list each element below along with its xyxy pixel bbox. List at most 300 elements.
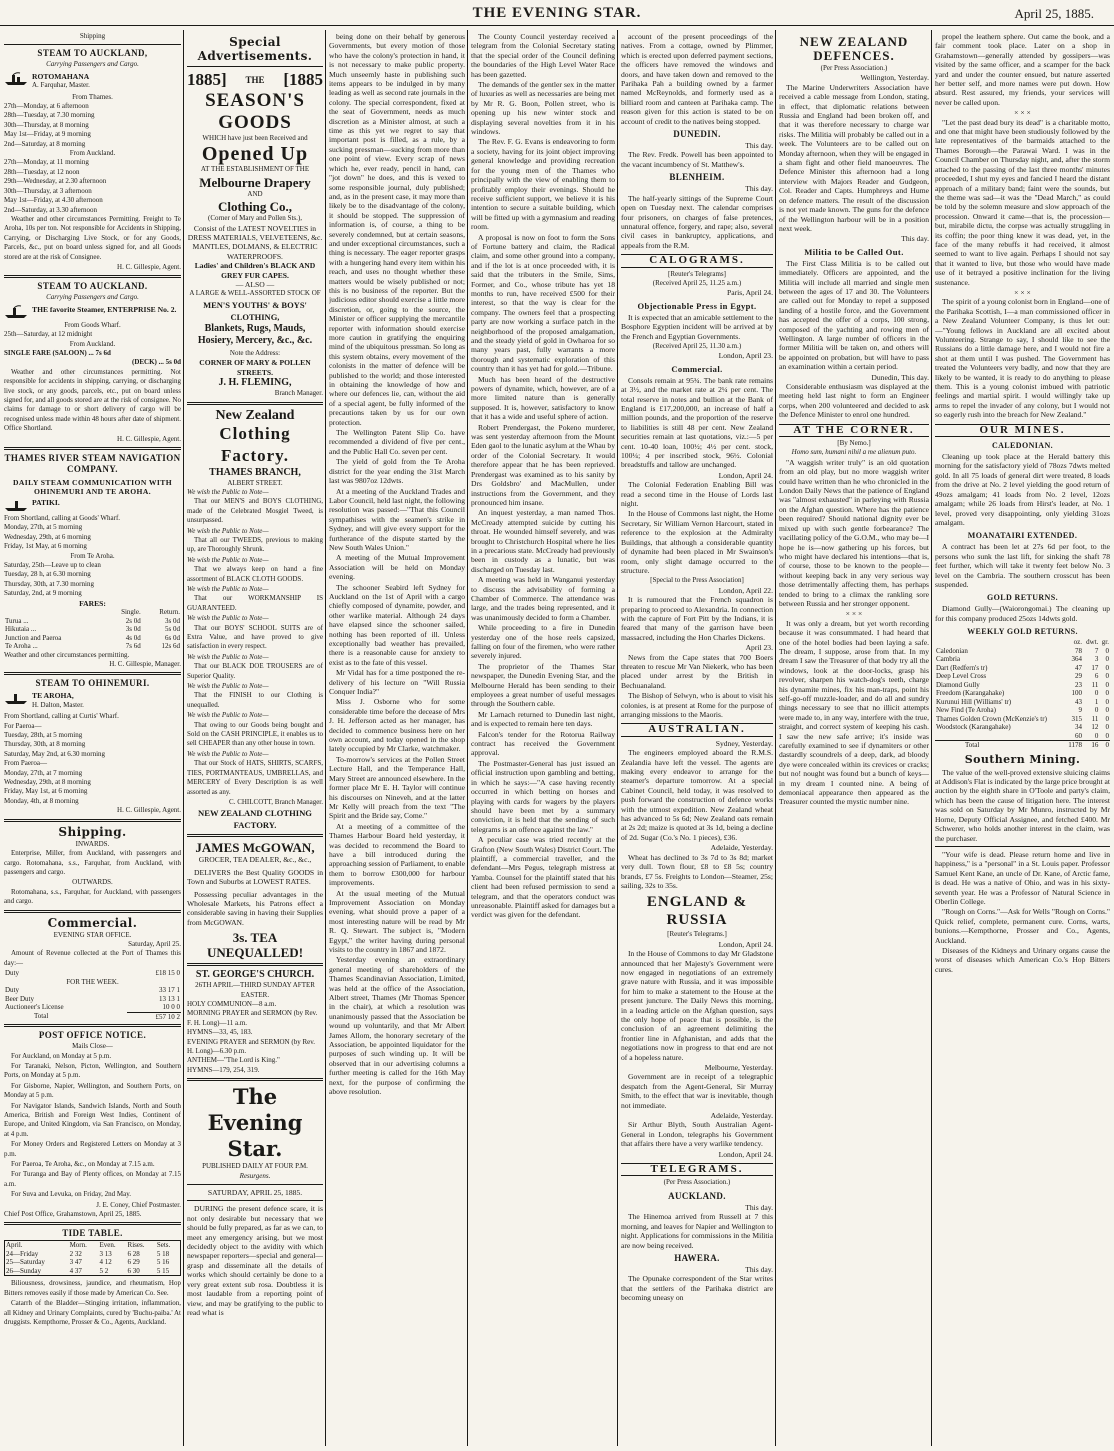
ad-line: AND [247, 189, 263, 198]
ship-name: ROTOMAHANA [32, 71, 90, 81]
ship-master: A. Farquhar, Master. [32, 81, 90, 90]
column-rule [467, 30, 468, 1446]
ad-note: Weather and other circumstances permitting. [4, 650, 130, 659]
tide-cell: 5 16 [156, 1258, 170, 1267]
fare-cell [4, 608, 104, 617]
byline: [By Nemo.] [837, 439, 871, 448]
gold-total: 1178 [1068, 741, 1082, 750]
steamship-icon [4, 691, 28, 705]
manager-name: C. CHILCOTT, Branch Manager. [229, 797, 323, 806]
ad-agent: H. C. Gillespie, Agent. [117, 434, 181, 443]
masthead [0, 0, 1114, 26]
ad-subtitle: Carrying Passengers and Cargo. [46, 60, 139, 69]
article-paragraph: The schooner Seabird left Sydney for Auckland on the 1st of April with a cargo chiefly composed of dynamite, powder, and other warlike material. Although 24 days have elapsed since the schooner sailed, nothing has been reported of ill. Unless exceptionally bad weather has prevailed, there is a reasonable cause for anxiety to exist as to the fate of this vessel. [329, 582, 465, 667]
schedule-line: 2nd—Saturday, at 3.30 afternoon [4, 205, 98, 214]
note-text: That we always keep on hand a fine assortment of BLACK CLOTH GOODS. [187, 565, 323, 583]
news-heading: Militia to be Called Out. [804, 246, 904, 257]
ad-agent: H. C. Gillespie, Agent. [117, 262, 181, 271]
fare-cell: 5s 0d [165, 625, 180, 634]
gold-cell: 11 [1091, 714, 1099, 723]
church-line: HYMNS—33, 45, 183. [187, 1028, 253, 1037]
gold-header: oz. [1073, 638, 1082, 647]
revenue-cell: Auctioneer's License [5, 1003, 64, 1012]
ad-line: WHICH have just been Received and [202, 134, 308, 142]
revenue-cell: 13 13 1 [159, 994, 180, 1003]
schedule-line: 28th—Tuesday, at 7.30 morning [4, 111, 95, 120]
section-heading: NEW ZEALAND DEFENCES. [799, 34, 909, 63]
schedule-line: May 1st—Friday, at 4.30 afternoon [4, 196, 103, 205]
note-label: We wish the Public to Note— [187, 652, 269, 661]
column-telegrams [621, 32, 773, 1444]
mine-name: CALEDONIAN. [991, 441, 1054, 451]
editorial-text: DURING the present defence scare, it is not only desirable but necessary that we should be fully prepared, as far as we can, to meet any emergency arising, but we most decidedly object to the avidity with which newspaper reporters—special and general—grasp and disseminate all the details of works which should certainly be done to a very great extent sub rosa. Doubtless it is most laudable from a reporting point of view, and may be gratifying to the public to read what is [187, 1204, 323, 1317]
schedule-line: Saturday, 25th—Leave up to clean [4, 561, 101, 570]
fare-cell: 3s 0d [165, 616, 180, 625]
schedule-line: From Paeroa— [4, 759, 47, 768]
year-left: 1885] [187, 70, 227, 89]
ad-agent: H. C. Gillespie, Manager. [109, 660, 181, 668]
schedule-line: Wednesday, 29th, at 8 morning [4, 778, 91, 787]
gold-header: gr. [1101, 638, 1109, 647]
article-paragraph: The Marine Underwriters Association have received a cable message from London, stating, in effect, that diplomatic relations between Russia and England had been broken off, and that it was therefore necessary to charge war risks. The Militia will probably be called out in a week. The Volunteers are to be called out on Monday afternoon, when they will be engaged in a sham fight and other field manoeuvres. The Defence Minister this afternoon had a long interview with Majors Reader and Gudgeon, Col. Reader and Capts. Humphreys and Hume on defence matters. The result of the discussion is not yet made known. The guns for the defence of the Wellington harbour will be in a position next week. [779, 82, 929, 233]
outwards-text: Rotomahana, s.s., Farquhar, for Auckland, with passengers and cargo. [4, 887, 181, 906]
schedule-line: Thursday, 30th, at 8 morning [4, 740, 86, 749]
church-line: MORNING PRAYER and SERMON (by Rev. F. H. Long)—11 a.m. [187, 1009, 318, 1027]
gold-header [935, 638, 1065, 647]
revenue-cell: Beer Duty [5, 994, 34, 1003]
article-paragraph: Robert Prendergast, the Pokeno murderer, was sent yesterday afternoon from the Mount Eden gaol to the lunatic asylum at the Whau by order of the Colonial Secretary. It would therefore appear that he has been reprieved. Prendergast was examined as to his sanity by Drs Goldsbro' and MacMullen, under instructions from the Government, and they pronounced him insane. [471, 422, 615, 507]
tide-cell: 3 47 [69, 1258, 82, 1267]
advert-text: Catarrh of the Bladder—Stinging irritation, inflammation, all Kidney and Urinary Complaints, cured by 'Buchu-paiba.' At druggists. Kempthorne, Prosser & Co., Agents, Auckland. [4, 1299, 181, 1327]
clothing-co: Clothing Co., [217, 199, 293, 215]
article-paragraph: Cleaning up took place at the Herald battery this morning for the satisfactory yield of 78ozs 7dwts melted gold. In all 75 loads of general dirt were treated, 8 loads from the drive at No. 2 level yielding the good return of 49ozs amalgam; 41 loads from No. 2 level, 12ozs amalgam; while 26 loads from Hirst's leader, at No. 1 level, proved very disappointing, only yielding 31ozs amalgam. [935, 452, 1110, 527]
article-paragraph: It was only a dream, but yet worth recording because it was consummated. I had heard that one of the hotel bodies had been laying a safe. The dream, I suppose, arose from that. In my dream I saw the Treasurer of that body try all the windows, look at the door-locks, grasp his revolver, sharpen his watch-dog's teeth, charge his dynamite mines, fix his man-traps, point his self-go-off muzzle-loader, and do all and sundry things necessary to see that no illicit attempts were made to, in any way, interfere with the true, straight, and correct system of keeping his cash. I saw the new safe arrive; it's inside was carefully examined to see if dynamiters or other dastardly scoundrels of a deep, dark, ad bloody dye were concealed within its crevices or cracks; but no! nought was found but a bunch of keys—in my dream I counted nine. A being of demoniacal appearance then appeared as the Treasurer counted the mystic number nine. [779, 618, 929, 807]
article-paragraph: A contract has been let at 27s 6d per foot, to the persons who sunk the last lift, for sinking the shaft 78 feet further, which will take it twenty feet below No. 3 level on the Cambria. The southern crosscut has been suspended. [935, 542, 1110, 589]
opened-up: Opened Up [201, 143, 309, 166]
gold-cell: New Find (Te Aroha) [936, 706, 996, 715]
received-line: (Received April 25, 11.30 a.m.) [652, 341, 742, 350]
manager-title: Branch Manager. [274, 389, 323, 398]
fare-cell: 4s 0d [125, 633, 141, 642]
ad-line: — ALSO — [235, 280, 275, 290]
ship-name: PATIKI. [32, 498, 60, 508]
schedule-line: Monday, 27th, at 7 morning [4, 768, 83, 777]
schedule-line: 27th—Monday, at 6 afternoon [4, 102, 89, 111]
schedule-line: 27th—Monday, at 11 morning [4, 158, 89, 167]
column-shipping [4, 32, 181, 1444]
inwards-text: Enterprise, Miller, from Auckland, with passengers and cargo. Rotomahana, s.s., Farquhar, from Auckland, with passengers and cargo. [4, 849, 181, 876]
revenue-intro: Amount of Revenue collected at the Port of Thames this day:— [4, 949, 181, 967]
source-line: [Special to the Press Association] [650, 576, 744, 585]
ad-subtitle: DAILY STEAM COMMUNICATION WITH OHINEMURI AND TE AROHA. [12, 478, 173, 497]
gold-cell: Cambria [936, 655, 961, 664]
nzcf-footer: NEW ZEALAND CLOTHING FACTORY. [198, 808, 312, 831]
article-paragraph: The half-yearly sittings of the Supreme Court open on Tuesday next. The calendar comprises four prisoners, on charges of false pretences, unnatural offence, forgery, and rape; also, several civil cases in bankruptcy, applications, and appeals from the R.M. [621, 193, 773, 250]
gold-cell: 0 [1105, 655, 1109, 664]
schedule-line: 30th—Thursday, at 8 morning [4, 120, 89, 129]
dateline: This day. [745, 141, 773, 151]
ship-name: THE favorite Steamer, ENTERPRISE No. 2. [32, 304, 177, 314]
grocer-name: JAMES McGOWAN, [195, 840, 315, 856]
shipping-label: Shipping [79, 32, 106, 40]
albert-street: ALBERT STREET. [227, 478, 283, 487]
schedule-line: Saturday, May 2nd, at 6.30 morning [4, 749, 106, 758]
article-paragraph: A meeting was held in Wanganui yesterday to discuss the advisability of forming a Chamber of Commerce. The attendance was large, and the trades being represented, and it was unanimously decided to form a Chamber. [471, 575, 615, 622]
revenue-cell: 33 17 1 [159, 986, 180, 995]
schedule-line: Tuesday, 28 h, at 6.30 morning [4, 570, 91, 579]
advert-text: Diseases of the Kidneys and Urinary organs cause the worst of diseases which American Co.'s Hop Bitters cures. [935, 945, 1110, 974]
gold-cell: 0 [1105, 680, 1109, 689]
ad-title: THAMES RIVER STEAM NAVIGATION COMPANY. [4, 453, 181, 475]
gold-total: 0 [1105, 741, 1109, 750]
inwards-label: INWARDS. [75, 839, 110, 848]
advert-text: "Rough on Corns."—Ask for Wells "Rough on Corns." Quick relief, complete, permanent cure. Corns, warts, bunions.—Kempthorne, Prosser and Co., Agents, Auckland. [935, 907, 1110, 945]
gold-cell: 43 [1075, 697, 1082, 706]
news-heading: Objectionable Press in Egypt. [637, 300, 757, 311]
article-paragraph: Considerable enthusiasm was displayed at the meeting held last night to form an Engineer corps, when 200 volunteered and decided to ask the Defence Minister to enrol one hundred. [779, 382, 929, 420]
editorial-date: SATURDAY, APRIL 25, 1885. [207, 1188, 303, 1198]
dateline: This day. [745, 1202, 773, 1212]
note-text: That all our TWEEDS, previous to making up, are Thoroughly Shrunk. [187, 535, 323, 554]
ad-title: STEAM TO AUCKLAND, [37, 48, 148, 59]
article-paragraph: account of the present proceedings of the natives. From a cottage, owned by Plimmer, which is erected upon deferred payment sections, the officers have removed the windows and doors, and have taken down and removed to the Parihaka Pah a building owned by a farmer named McReynolds, and formerly used as a billiard room and canteen at Parihaka camp. The reason given for this action is stated to be on account of credit to the natives being stopped. [621, 32, 773, 126]
article-paragraph: To-morrow's services at the Pollen Street Lecture Hall, and the Temperance Hall, Mary Street are announced elsewhere. In the former place Mr E. H. Taylor will continue his discourses on Nineveh, and at the latter Mr Kelly will preach from the text "The Spirit and the Bride say, Come." [329, 754, 465, 821]
grocer-trade: GROCER, TEA DEALER, &c., &c., [198, 855, 312, 865]
fare-cell: Single. [121, 608, 141, 617]
dateline: London, April 23. [718, 351, 773, 361]
section-heading: Shipping. [58, 824, 127, 839]
dateline: Adelaide, Yesterday. [710, 843, 773, 853]
editorial-masthead: The Evening Star. [207, 1084, 303, 1162]
article-paragraph: "Let the past dead bury its dead" is a charitable motto, and one that might have been studiously followed by the late representatives of the barmaids attached to the Thames Borough—the Parawai Ward. I was in the Council Chamber on Thursday night, and, after the storm attached to the passing of the last three months' minutes proceeded, I shut my eyes and fancied I heard the distant approach of a military band; faint were the sounds, but the theme was sad—it was the "Dead March," as could be told by the solemn measure and slow approach of the procession. Onward it came—that is, the procession—but, mirabile dictu, the corpse was actually struggling in its coffin; the poor thing knew it was dead, yet, in the face of the many rebuffs it had received, it almost seemed to want to live again. Perhaps I should not say that it wanted to live, but those who would have made use of it betrayed a positive inclination for the living sustenance. [935, 117, 1110, 287]
grocer-text: Possessing peculiar advantages in the Wholesale Markets, his Patrons effect a considerable saving in having their Supplies from McGOWAN. [187, 889, 323, 927]
gold-cell: 0 [1094, 706, 1099, 715]
divider-mark: × × × [1014, 108, 1031, 118]
gold-cell: 60 [1075, 731, 1082, 740]
post-line: For Turanga and Bay of Plenty offices, on Monday at 7.15 a.m. [4, 1170, 181, 1188]
fare-cell: Te Aroha ... [5, 642, 38, 651]
dateline: This day. [745, 1264, 773, 1274]
received-line: (Received April 25, 11.25 a.m.) [652, 278, 742, 287]
gold-cell: 78 [1075, 646, 1082, 655]
note-label: We wish the Public to Note— [187, 584, 269, 593]
note-text: That our BLACK DOE TROUSERS are of Superior Quality. [187, 662, 323, 680]
schedule-list [4, 93, 181, 215]
column-rule [183, 30, 184, 1446]
steamship-icon [4, 305, 28, 319]
published-line: PUBLISHED DAILY AT FOUR P.M. [202, 1162, 308, 1171]
post-line: For Gisborne, Napier, Wellington, and Southern Ports, on Monday at 5 p.m. [4, 1081, 181, 1100]
motto: Homo sum, humani nihil a me alienum puto. [791, 448, 917, 457]
post-line: For Navigator Islands, Sandwich Islands, North and South America, British and Foreign West Indies, Continent of Europe, and United Kingdom, via San Francisco, on Monday, at 4 p.m. [4, 1101, 181, 1138]
source-line: (Per Press Association.) [820, 64, 888, 72]
year-right: [1885 [283, 70, 323, 89]
article-paragraph: The proprietor of the Thames Star newspaper, the Dunedin Evening Star, and the Melbourne Herald has been sending to their employees a great number of useful messages through the Southern cable. [471, 661, 615, 709]
gold-cell: 47 [1075, 663, 1082, 672]
schedule-line: Monday, 4th, at 8 morning [4, 796, 79, 805]
gold-cell: Dart (Redfern's tr) [936, 663, 988, 672]
section-heading: TELEGRAMS. [621, 1163, 773, 1176]
column-rule [617, 30, 618, 1446]
ad-line: MANTLES, DOLMANS, & ELECTRIC WATERPROOFS. [192, 242, 318, 261]
note-label: We wish the Public to Note— [187, 526, 269, 535]
outwards-label: OUTWARDS. [72, 878, 113, 887]
tide-cell: 5 18 [156, 1249, 170, 1258]
news-heading: Commercial. [671, 363, 723, 374]
post-signature: J. E. Coney, Chief Postmaster. [96, 1200, 181, 1209]
tide-header: Rises. [127, 1241, 145, 1250]
article-paragraph: propel the leathern sphere. Out came the book, and a fair comment took place. Later on a shop in Grahamstown—generally attended by gossipers—was visited by the same officer, and a scamper for the back yard and under the counter ensued, but nature asserted her better self, and more names were put down. How absurd. Rest assured, my friends, your services will never be called upon. [935, 32, 1110, 107]
post-line: For Suva and Levuka, on Friday, 2nd May. [11, 1190, 132, 1199]
ad-note: Weather and other circumstances permitting. Not responsible for accidents in shipping, carrying, or discharging live stock, or any goods, parcels, etc., put on board unless signed for, and all goods stored are at the risk of consignee. No claims for damage to or short delivery of cargo will be recognised unless made within 48 hours after date of shipment. Office Shortland. [4, 367, 181, 433]
fare-line: SINGLE FARE (SALOON) ... 7s 6d [4, 348, 111, 357]
revenue-cell: Duty [5, 969, 19, 978]
schedule-line: 2nd—Saturday, at 8 morning [4, 139, 86, 148]
motto: Resurgens. [239, 1171, 271, 1180]
section-heading: TIDE TABLE. [62, 1228, 123, 1239]
article-paragraph: An inquest yesterday, a man named Thos. McCready attempted suicide by cutting his throat. He wounded himself severely, and was brought to Christchurch Hospital where he lies in a precarious state. McCready had previously been in custody as a lunatic, but was discharged on Tuesday last. [471, 508, 615, 574]
dateline: This day. [901, 234, 929, 244]
tide-cell: 26—Sunday [6, 1266, 41, 1275]
steamship-icon [4, 498, 28, 512]
article-paragraph: Government are in receipt of a telegraphic despatch from the Agent-General, Sir Murray Smith, to the effect that war is inevitable, though not immediate. [621, 1072, 773, 1110]
gold-cell: 0 [1105, 706, 1109, 715]
schedule-line: From Goods Wharf. [64, 320, 121, 329]
article-paragraph: Falcon's tender for the Rotorua Railway contract has received the Government approval. [471, 729, 615, 758]
tide-cell: 5 2 [99, 1266, 109, 1275]
ad-note: Weather and other circumstances Permitting. Freight to Te Aroha, 10s per ton. Not responsible for Accidents in Shipping, Carrying, or Discharging Live Stock, or for any Goods, Parcels, &c., put on board unless signed for, and all Goods stored are at the risk of Consignee. [4, 214, 181, 261]
tide-header: Even. [99, 1241, 116, 1250]
fares-heading: FARES: [79, 598, 106, 608]
article-paragraph: At the usual meeting of the Mutual Improvement Association on Monday evening, what should prove a paper of a most interesting nature will be read by Mr R. Q. Stewart. The subject is, "Modern Egypt," the writer having during personal visits to the country in 1867 and 1872. [329, 888, 465, 954]
revenue-table [4, 969, 181, 1021]
schedule-line: Friday, 1st May, at 6 morning [4, 542, 87, 551]
gold-cell: 0 [1094, 731, 1099, 740]
fare-cell: 7s 6d [125, 642, 141, 651]
gold-cell: 0 [1105, 697, 1109, 706]
post-office: Chief Post Office, Grahamstown, April 25, 1885. [4, 1210, 142, 1219]
section-heading: POST OFFICE NOTICE. [38, 1030, 147, 1041]
dateline: Dunedin, This day. [871, 372, 929, 382]
column-rule [775, 30, 776, 1446]
gold-cell: 12 [1091, 723, 1099, 732]
gold-cell: Deep Level Cross [936, 672, 987, 681]
office-date: Saturday, April 25. [128, 939, 181, 948]
dateline: London, April 24. [718, 1149, 773, 1159]
source-line: [Reuter's Telegrams] [668, 269, 726, 278]
note-label: We wish the Public to Note— [187, 711, 269, 720]
note-label: We wish the Public to Note— [187, 682, 269, 691]
fare-cell: Junction and Paeroa [5, 633, 62, 642]
note-text: That our MEN'S and BOYS CLOTHING, made of the Celebrated Mosgiel Tweed, is unsurpassed. [187, 497, 323, 525]
manager-name: J. H. FLEMING, [218, 377, 292, 389]
dateline: Melbourne, Yesterday. [704, 1063, 773, 1072]
address: CORNER OF MARY & POLLEN STREETS. [199, 358, 311, 377]
gold-total: Total [965, 741, 980, 750]
tide-cell: 2 32 [69, 1249, 82, 1258]
ad-agent: H. C. Gillespie, Agent. [117, 806, 181, 815]
blankets: Blankets, Rugs, Mauds, Hosiery, Mercery, &c., &c. [197, 322, 313, 346]
article-paragraph: Yesterday evening an extraordinary general meeting of shareholders of the Thames Scandinavian Association, Limited, was held at the office of the Association, Albert street, Thames (Mr Thomas Spencer in the chair), at which a resolution was unanimously passed that the Association be wound up voluntarily, and that Mr Albert James Allom, the honorary secretary of the Association, be appointed liquidator for the purposes of such winding up. It will be observed that in our advertising columns a further meeting is called for the 16th May next, for the purpose of confirming the above resolution. [329, 955, 465, 1097]
schedule-line: Tuesday, 28th, at 5 morning [4, 731, 83, 740]
gold-cell: 364 [1071, 655, 1082, 664]
tide-cell: 6 30 [127, 1266, 140, 1275]
dateline: April 23. [745, 643, 773, 653]
section-heading: AUSTRALIAN. [621, 723, 773, 736]
church-name: ST. GEORGE'S CHURCH. [195, 969, 315, 981]
place-heading: HAWERA. [674, 1252, 720, 1263]
schedule-line: Saturday, 2nd, at 9 morning [4, 589, 82, 598]
fare-cell: Return. [159, 608, 180, 617]
revenue-cell: 10 0 0 [162, 1003, 180, 1012]
ad-line: AT THE ESTABLISHMENT OF THE [200, 165, 310, 174]
tide-cell: 25—Saturday [6, 1258, 45, 1267]
tide-cell: 6 28 [127, 1249, 140, 1258]
gold-cell: 0 [1105, 672, 1109, 681]
article-paragraph: While proceeding to a fire in Dunedin yesterday one of the hose reels capsized, falling on four of the firemen, who were rather severely injured. [471, 623, 615, 661]
gold-header: dwt. [1086, 638, 1099, 647]
fare-line: (DECK) ... 5s 0d [131, 358, 181, 367]
grocer-text: DELIVERS the Best Quality GOODS in Town and Suburbs at LOWEST RATES. [187, 867, 323, 887]
section-heading: CALOGRAMS. [621, 254, 773, 267]
gold-cell: Diamond Gully [936, 680, 980, 689]
tide-header: Sets. [156, 1241, 171, 1250]
article-paragraph: Much has been heard of the destructive powers of dynamite, which, however, are of a more limited nature than is generally supposed. It is, however, satisfactory to know that it has a wide and useful sphere of action. [471, 374, 615, 422]
article-paragraph: The Opunake correspondent of the Star writes that the settlers of the Parihaka district are becoming uneasy on [621, 1274, 773, 1303]
article-paragraph: The First Class Militia is to be called out immediately. Officers are appointed, and the Militia will include all married and single men between the ages of 17 and 30. The Volunteers are called out for Monday to repel a supposed landing of a hostile force, and the Government has accepted the offer of a corps, 100 strong, composed of the yachting and rowing men of Wellington. A large number of officers in the former Militia will be taken on, and others will be appointed on probation, but will have to pass an examination within a certain period. [779, 258, 929, 372]
source-line: [Reuter's Telegrams.] [667, 930, 727, 939]
gold-cell: 7 [1094, 646, 1099, 655]
ad-subtitle: Carrying Passengers and Cargo. [46, 293, 139, 302]
gold-cell: 0 [1105, 723, 1109, 732]
dateline: London, April 24. [718, 470, 773, 480]
nz-heading: New Zealand [215, 407, 295, 423]
gold-total: 16 [1091, 741, 1099, 750]
tide-table [4, 1240, 181, 1276]
revenue-cell: £57 10 2 [127, 1012, 181, 1021]
article-paragraph: In the House of Commons to day Mr Gladstone announced that her Majesty's Government were now engaged in negotiations of an extremely grave nature with Russia, and it was impossible for him to make a statement to the House at the present juncture. The Daily News this morning, in a leading article on the Afghan question, says the only hope of peace that is possible, is the conclusion of an agreement delimiting the frontier line in Afghanistan, and adds that the negotiations now in progress to that end are not of a hopeless nature. [621, 949, 773, 1062]
gold-cell: 315 [1071, 714, 1082, 723]
article-paragraph: The Colonial Federation Enabling Bill was read a second time in the House of Lords last night. [621, 480, 773, 509]
divider-mark: × × × [845, 609, 863, 619]
dateline: Adelaide, Yesterday. [710, 1111, 773, 1121]
tide-cell: 6 29 [127, 1258, 140, 1267]
ship-name: TE AROHA, [32, 691, 74, 701]
thames-branch: THAMES BRANCH, [209, 466, 301, 478]
gold-cell: 34 [1075, 723, 1082, 732]
article-paragraph: At a meeting of a committee of the Thames Harbour Board held yesterday, it was decided to recommend the Board to have a bill introduced during the approaching session of Parliament, to enable them to borrow £300,000 for harbour improvements. [329, 821, 465, 888]
tide-cell: 4 12 [99, 1258, 112, 1267]
gold-returns-table [935, 638, 1110, 750]
church-line: HOLY COMMUNION—8 a.m. [187, 999, 277, 1008]
column-rule [325, 30, 326, 1446]
note-label: We wish the Public to Note— [187, 749, 269, 758]
fare-cell: 12s 6d [161, 642, 180, 651]
church-line: ANTHEM—"The Lord is King." [187, 1056, 280, 1065]
gold-cell: 0 [1105, 646, 1109, 655]
note-text: That our WORKMANSHIP IS GUARANTEED. [187, 594, 323, 612]
ad-line: (Corner of Mary and Pollen Sts.), [208, 214, 302, 223]
schedule-line: From Te Aroha. [70, 551, 115, 560]
schedule-line: Monday, 27th, at 5 morning [4, 523, 83, 532]
section-heading: AT THE CORNER. [779, 424, 929, 437]
schedule-line: From Auckland. [69, 339, 116, 348]
article-paragraph: A meeting of the Mutual Improvement Association will be held on Monday evening. [329, 553, 465, 582]
article-paragraph: The Bishop of Selwyn, who is about to visit his colonies, is at present at Rome for the purpose of arranging missions to the Maoris. [621, 691, 773, 719]
season-goods: SEASON'S GOODS [205, 90, 305, 133]
gold-cell: 0 [1105, 689, 1109, 698]
revenue-cell: Total [34, 1012, 49, 1021]
schedule-line: 25th—Saturday, at 12 midnight [4, 330, 93, 339]
article-paragraph: Consols remain at 95¾. The bank rate remains at 3½, and the market rate at 2¼ per cent. The total reserve in notes and bullion at the Bank of England is £17,200,000, an increase of half a million pounds, and the proportion of the reserve to liabilities is still 48 per cent. New Zealand securities remain at last quotations, viz.:—5 per cent. 10-40 loan, 100½; 4½ per cent. stock, 100¼; 4 per inscribed stock, 96½. Colonial breadstuffs and tallow are unchanged. [621, 375, 773, 470]
gold-cell: 11 [1091, 680, 1099, 689]
article-paragraph: A peculiar case was tried recently at the Grafton (New South Wales) District Court. The plaintiff, a commercial traveller, and the defendant—Mrs Pegus, telegraph mistress at Yamba. Counsel for the plaintiff stated that his client had been refused permission to send a telegram, and that the operators conduct was unreasonable. Plaintiff asked for damages but a verdict was given for the defendant. [471, 835, 615, 920]
schedule-line: 29th—Wednesday, at 2.30 afternoon [4, 177, 107, 186]
mens-clothing: MEN'S YOUTHS' & BOYS' CLOTHING, [203, 299, 307, 322]
revenue-cell: Duty [5, 986, 19, 995]
mine-name: MOANATAIRI EXTENDED. [967, 531, 1078, 541]
year-the: THE [245, 75, 265, 85]
note-text: That owing to our Goods being bought and Sold on the CASH PRINCIPLE, it enables us to sell CHEAPER than any other house in town. [187, 720, 323, 748]
dateline: Wellington, Yesterday. [860, 73, 929, 83]
gold-cell: Thames Golden Crown (McKenzie's tr) [936, 714, 1047, 723]
dateline: London, April 22. [718, 585, 773, 595]
tide-header: April. [6, 1241, 23, 1250]
article-paragraph: The value of the well-proved extensive sluicing claims at Addison's Flat is indicated by the large price brought at auction by the eighth share in O'Toole and party's claim, which has been the cause of litigation here. The interest was sold on Saturday by Mr Munro, instructed by Mr Horne, Deputy Official Assignee, and fetched £400. Mr Schwerer, who holds another interest in the claim, was the purchaser. [935, 767, 1110, 843]
dateline: London, April 24. [718, 939, 773, 949]
gold-cell: 0 [1094, 689, 1099, 698]
post-line: For Auckland, on Monday at 5 p.m. [11, 1051, 112, 1060]
schedule-line: May 1st—Friday, at 9 morning [4, 130, 91, 139]
gold-cell: Freedom (Karangahake) [936, 689, 1005, 698]
source-line: (Per Press Association.) [663, 1178, 731, 1187]
dateline: Sydney, Yesterday. [715, 738, 773, 748]
gold-cell: 23 [1075, 680, 1082, 689]
gold-cell: 100 [1071, 689, 1082, 698]
article-paragraph: In the House of Commons last night, the Home Secretary, Sir William Vernon Harcourt, stated in reference to the explosion at the Admiralty Buildings, that although a considerable quantity of dynamite had been placed in Mr Swainson's room, only slight damage occurred to the structure. [621, 509, 773, 575]
gold-cell [935, 732, 1065, 741]
article-paragraph: At a meeting of the Auckland Trades and Labor Council, held last night, the following resolution was passed:—"That this Council sympathises with the seamen's strike in Sydney, and will give every support for the furtherance of the dispute started by the New South Wales Union." [329, 486, 465, 552]
schedule-line: Thursday, 30th, at 7.30 morning [4, 579, 94, 588]
fares-table [4, 608, 181, 651]
post-line: Mails Close— [72, 1042, 113, 1051]
melbourne-drapery: Melbourne Drapery [199, 174, 311, 190]
article-paragraph: Miss J. Osborne who for some considerable time before the decease of Mrs J. H. Jefferson acted as her manager, has decided to commence business here on her own account, and today opened in the shop lately occupied by Mr Clarke, watchmaker. [329, 697, 465, 754]
section-heading: ENGLAND & RUSSIA [646, 894, 748, 929]
gold-cell: 3 [1094, 655, 1099, 664]
note-label: We wish the Public to Note— [187, 555, 269, 564]
post-line: For Money Orders and Registered Letters on Monday at 3 p.m. [4, 1140, 181, 1158]
article-paragraph: Mr Larnach returned to Dunedin last night, and is expected to remain here ten days. [471, 709, 615, 729]
article-paragraph: The yield of gold from the Te Aroha district for the year ending the 31st March last was 9807oz 12dwts. [329, 457, 465, 486]
article-paragraph: The Rev. F. G. Evans is endeavoring to form a society, having for its joint object improving general knowledge and providing recreation for the young men of the Thames who principally with the view of enabling them to profitably employ their evenings. Should he receive sufficient support, we believe it is his intention to secure a suitable building, which will be fitted up with a gymnasium and reading room. [471, 137, 615, 232]
section-heading: OUR MINES. [935, 424, 1110, 437]
ship-master: H. Dalton, Master. [32, 700, 84, 709]
column-defences [779, 32, 929, 1444]
dateline: This day. [745, 184, 773, 194]
church-line: EVENING PRAYER and SERMON (by Rev. H. Long)—6.30 p.m. [187, 1037, 316, 1055]
fare-cell: 3s 0d [125, 625, 141, 634]
fare-cell: Turua ... [5, 616, 29, 625]
ad-line: Ladies' and Children's BLACK AND GREY FUR CAPES. [194, 261, 316, 280]
ad-title: STEAM TO OHINEMURI. [35, 678, 150, 689]
note-text: That our Stock of HATS, SHIRTS, SCARFS, TIES, PORTMANTEAUS, UMBRELLAS, and MERCERY of Every Description is as well assorted as any. [187, 759, 323, 796]
gold-cell: 9 [1078, 706, 1082, 715]
section-heading: Special Advertisements. [197, 35, 313, 63]
column-rule [931, 30, 932, 1446]
article-paragraph: The demands of the gentler sex in the matter of luxuries as well as necessaries are being met by Mr R. G. Boon, Pollen street, who is opening up his new winter stock and displaying several novelties from it in his windows. [471, 80, 615, 137]
gold-cell: 1 [1094, 697, 1099, 706]
